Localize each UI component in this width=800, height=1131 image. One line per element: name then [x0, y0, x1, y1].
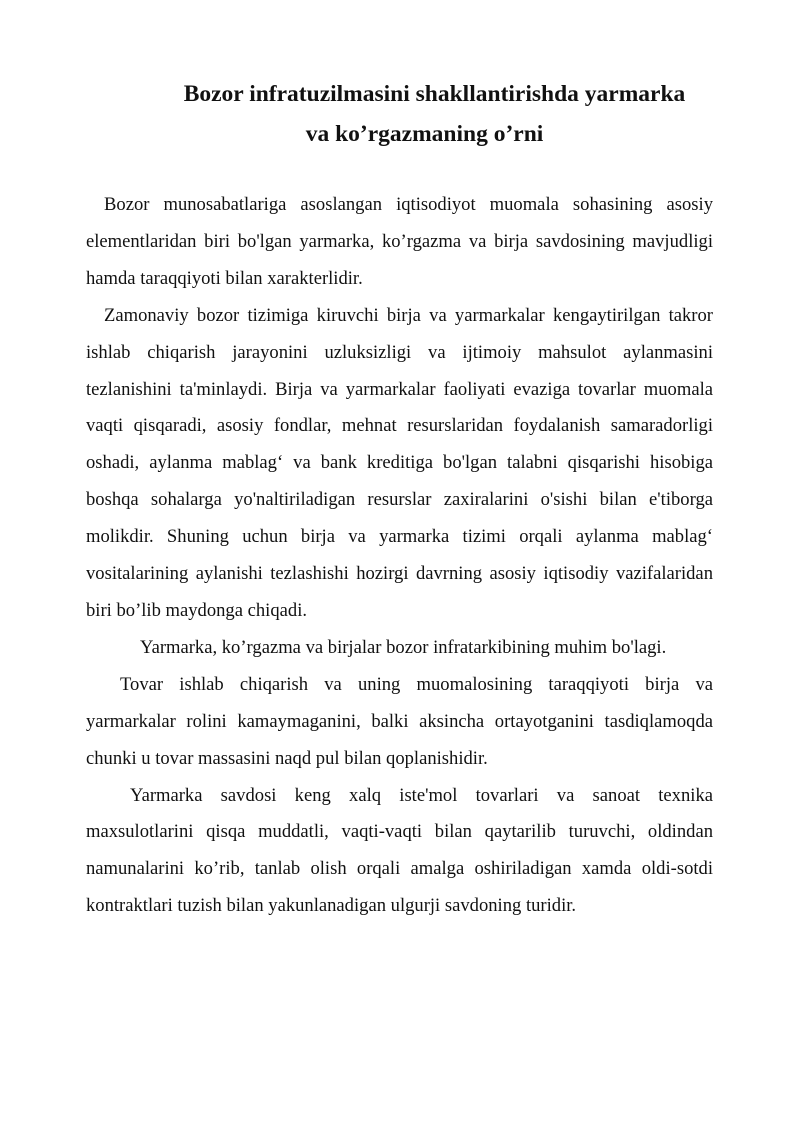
document-page [86, 74, 713, 925]
paragraph-5: Yarmarka savdosi keng xalq iste'mol tovarlari va sanoat texnika maxsulotlarini qisqa muddatli, vaqti-vaqti bilan qaytarilib turuvchi, oldindan namunalarini ko’rib, tanlab olish orqali amalga oshiriladigan xamda oldi-sotdi kontraktlari tuzish bilan yakunlanadigan ulgurji savdoning turidir. [86, 784, 713, 917]
paragraph-2: Zamonaviy bozor tizimiga kiruvchi birja va yarmarkalar kengaytirilgan takror ishlab chiqarish jarayonini uzluksizligi va ijtimoiy mahsulot aylanmasini tezlanishini ta'minlaydi. Birja va yarmarkalar faoliyati evaziga tovarlar muomala vaqti qisqaradi, asosiy fondlar, mehnat resurslaridan foydalanish samaradorligi oshadi, aylanma mablag‘ va bank kreditiga bo'lgan talabni qisqarishi hisobiga boshqa sohalarga yo'naltiriladigan resurslar zaxiralarini o'sishi bilan e'tiborga molikdir. Shuning uchun birja va yarmarka tizimi orqali aylanma mablag‘ vositalarining aylanishi tezlashishi hozirgi davrning asosiy iqtisodiy vazifalaridan biri bo’lib maydonga chiqadi. [86, 304, 713, 621]
paragraph-3: Yarmarka, ko’rgazma va birjalar bozor infratarkibining muhim bo'lagi. [140, 636, 667, 658]
title-line-2: va ko’rgazmaning o’rni [305, 121, 544, 147]
paragraph-4: Tovar ishlab chiqarish va uning muomalosining taraqqiyoti birja va yarmarkalar rolini kamaymaganini, balki aksincha ortayotganini tasdiqlamoqda chunki u tovar massasini naqd pul bilan qoplanishidir. [86, 673, 713, 769]
paragraph-1: Bozor munosabatlariga asoslangan iqtisodiyot muomala sohasining asosiy elementlaridan biri bo'lgan yarmarka, ko’rgazma va birja savdosining mavjudligi hamda taraqqiyoti bilan xarakterlidir. [86, 194, 713, 289]
document-body [86, 187, 713, 925]
document-title [86, 74, 713, 154]
title-line-1: Bozor infratuzilmasini shakllantirishda yarmarka [183, 81, 686, 107]
